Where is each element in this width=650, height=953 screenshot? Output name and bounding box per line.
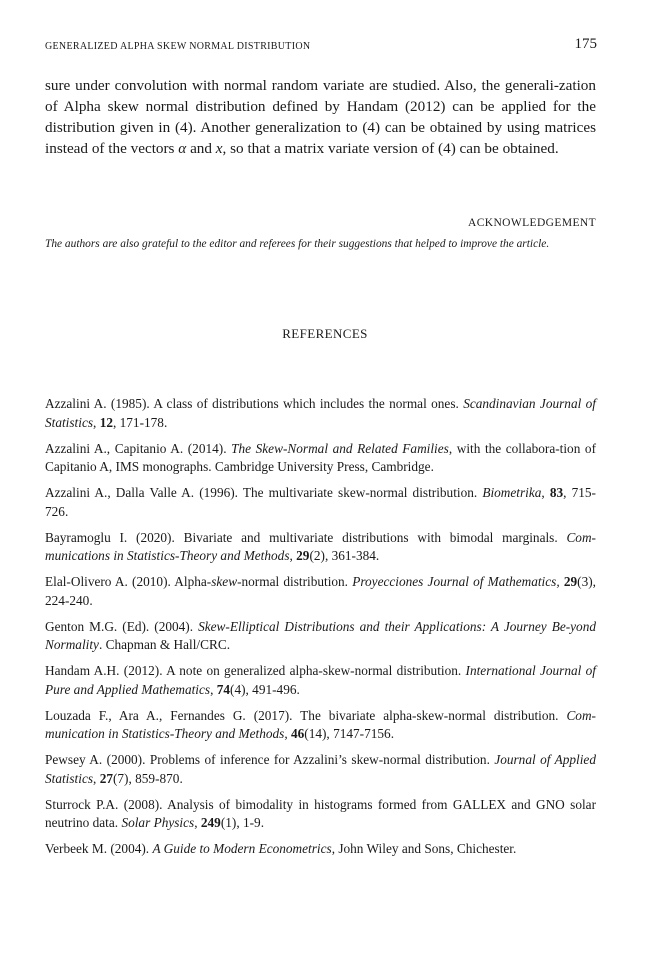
reference-segment: Scandinavian Journal of Statistics	[45, 396, 596, 430]
reference-segment: 29	[563, 574, 578, 589]
reference-segment: (2), 361-384.	[309, 548, 380, 563]
reference-item	[45, 573, 596, 610]
reference-list	[45, 395, 596, 866]
reference-segment: 74	[216, 681, 231, 697]
reference-segment: , with the collabora-tion of Capitanio A, IMS monographs. Cambridge University Press, Cambridge.	[45, 440, 596, 474]
reference-segment: ,	[93, 770, 100, 786]
reference-segment: Journal of Applied Statistics	[45, 752, 596, 786]
reference-segment: . Chapman & Hall/CRC.	[98, 637, 231, 652]
reference-segment: International Journal of Pure and Applied Mathematics	[45, 663, 596, 697]
reference-segment: 12	[99, 414, 113, 430]
reference-item	[45, 484, 596, 521]
reference-segment: Genton M.G. (Ed). (2004).	[45, 618, 199, 634]
reference-segment: 249	[200, 815, 221, 830]
reference-item	[45, 662, 596, 699]
reference-segment: Azzalini A., Dalla Valle A. (1996). The multivariate skew-normal distribution.	[45, 485, 483, 500]
alpha-symbol: α	[178, 140, 187, 157]
reference-segment: Com-munications in Statistics-Theory and Methods	[45, 529, 596, 563]
body-text-segment: and	[186, 140, 216, 157]
reference-segment: Proyecciones Journal of Mathematics,	[352, 574, 560, 589]
reference-item	[45, 395, 596, 432]
acknowledgement-heading: ACKNOWLEDGEMENT	[467, 217, 596, 229]
reference-segment: Elal-Olivero A. (2010). Alpha-	[45, 574, 212, 589]
running-head: GENERALIZED ALPHA SKEW NORMAL DISTRIBUTION	[45, 41, 311, 52]
reference-segment: , 171-178.	[112, 414, 168, 430]
reference-segment: 29	[296, 548, 310, 563]
x-symbol: x	[215, 140, 223, 157]
reference-segment: -normal distribution.	[237, 574, 353, 589]
page-number: 175	[574, 36, 597, 52]
reference-segment: Handam A.H. (2012). A note on generalized alpha-skew-normal distribution.	[45, 663, 466, 678]
body-text-segment: sure under convolution with normal random variate are studied. Also, the generali-zation of Alpha skew normal distribution defined by Handam (2012) can be applied for the distribution given in (4). Another generalization to (4) can be obtained by using matrices instead of the vectors	[45, 77, 596, 157]
reference-item	[45, 618, 596, 655]
reference-segment: Com-munication in Statistics-Theory and Methods	[45, 707, 596, 741]
reference-segment: Skew-Elliptical Distributions and their Applications: A Journey Be-yond Normality	[45, 618, 596, 652]
reference-segment: 27	[99, 770, 113, 786]
reference-segment: Louzada F., Ara A., Fernandes G. (2017). The bivariate alpha-skew-normal distribution.	[45, 707, 567, 723]
body-text-segment: , so that a matrix variate version of (4) can be obtained.	[222, 140, 559, 157]
reference-segment: ,	[541, 485, 550, 500]
body-paragraph	[45, 75, 596, 159]
reference-segment: (3), 224-240.	[45, 574, 596, 608]
reference-segment: ,	[93, 414, 100, 430]
reference-segment: Pewsey A. (2000). Problems of inference for Azzalini’s skew-normal distribution.	[45, 752, 495, 767]
reference-segment: Bayramoglu I. (2020). Bivariate and multivariate distributions with bimodal marginals.	[45, 529, 567, 545]
reference-segment: Azzalini A., Capitanio A. (2014).	[45, 440, 232, 456]
reference-segment: Sturrock P.A. (2008). Analysis of bimodality in histograms formed from GALLEX and GNO solar neutrino data.	[45, 796, 596, 830]
reference-item	[45, 440, 596, 477]
reference-segment: skew	[211, 574, 238, 589]
reference-segment: ,	[289, 548, 297, 563]
reference-segment: The Skew-Normal and Related Families	[231, 440, 449, 456]
reference-segment: (7), 859-870.	[112, 770, 183, 786]
reference-segment: 83	[549, 485, 564, 500]
reference-item	[45, 707, 596, 744]
reference-item	[45, 840, 596, 859]
reference-segment: , 715-726.	[45, 485, 596, 519]
reference-segment: (4), 491-496.	[230, 681, 300, 697]
reference-segment: A Guide to Modern Econometrics	[152, 841, 332, 856]
reference-segment: Verbeek M. (2004).	[45, 841, 153, 856]
reference-segment: 46	[290, 726, 305, 741]
reference-item	[45, 751, 596, 788]
reference-segment: Biometrika	[482, 485, 542, 500]
references-heading: REFERENCES	[282, 326, 368, 341]
reference-item	[45, 529, 596, 566]
reference-item	[45, 796, 596, 833]
reference-segment: , John Wiley and Sons, Chichester.	[331, 841, 517, 856]
reference-segment: (1), 1-9.	[220, 815, 265, 830]
reference-segment: ,	[194, 815, 201, 830]
reference-segment: Solar Physics	[121, 815, 195, 830]
reference-segment: ,	[284, 726, 291, 741]
reference-segment: (14), 7147-7156.	[304, 726, 395, 741]
reference-segment: ,	[210, 681, 217, 697]
reference-segment: Azzalini A. (1985). A class of distributions which includes the normal ones.	[45, 396, 464, 411]
acknowledgement-text: The authors are also grateful to the editor and referees for their suggestions that helped to improve the article.	[45, 238, 550, 250]
